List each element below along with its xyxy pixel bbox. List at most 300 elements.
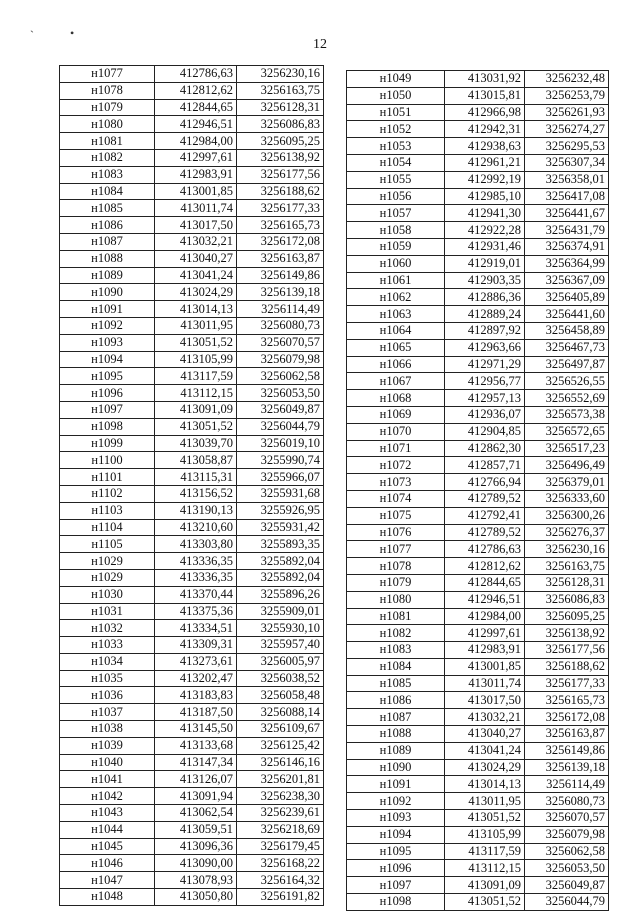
y-coordinate-cell: 3256218,69 [237,821,324,838]
table-row [60,351,324,368]
point-id-cell: н1087 [347,709,445,726]
x-coordinate-cell: 413040,27 [155,250,237,267]
table-row [60,99,324,116]
x-coordinate-cell: 413210,60 [155,519,237,536]
point-id-cell: н1073 [347,474,445,491]
point-id-cell: н1087 [60,233,155,250]
x-coordinate-cell: 412786,63 [155,66,237,83]
table-row [60,737,324,754]
x-coordinate-cell: 413187,50 [155,704,237,721]
point-id-cell: н1034 [60,653,155,670]
point-id-cell: н1032 [60,620,155,637]
point-id-cell: н1038 [60,721,155,738]
y-coordinate-cell: 3256168,22 [237,855,324,872]
x-coordinate-cell: 412844,65 [155,99,237,116]
table-row [60,805,324,822]
x-coordinate-cell: 413032,21 [155,233,237,250]
point-id-cell: н1062 [347,289,445,306]
point-id-cell: н1029 [60,553,155,570]
x-coordinate-cell: 413190,13 [155,502,237,519]
y-coordinate-cell: 3256417,08 [525,188,609,205]
point-id-cell: н1079 [347,574,445,591]
x-coordinate-cell: 413011,74 [155,200,237,217]
point-id-cell: н1081 [347,608,445,625]
y-coordinate-cell: 3255896,26 [237,586,324,603]
table-row [347,726,609,743]
y-coordinate-cell: 3256191,82 [237,889,324,906]
y-coordinate-cell: 3255931,68 [237,485,324,502]
table-row [347,541,609,558]
point-id-cell: н1070 [347,423,445,440]
point-id-cell: н1059 [347,238,445,255]
y-coordinate-cell: 3255892,04 [237,553,324,570]
table-row [60,771,324,788]
point-id-cell: н1085 [60,200,155,217]
x-coordinate-cell: 412946,51 [155,116,237,133]
table-row [60,855,324,872]
table-row [347,810,609,827]
table-row [347,776,609,793]
x-coordinate-cell: 413040,27 [445,726,525,743]
table-row [347,154,609,171]
x-coordinate-cell: 412922,28 [445,222,525,239]
x-coordinate-cell: 412966,98 [445,104,525,121]
x-coordinate-cell: 413273,61 [155,653,237,670]
table-row [60,721,324,738]
point-id-cell: н1105 [60,536,155,553]
point-id-cell: н1051 [347,104,445,121]
x-coordinate-cell: 413051,52 [445,810,525,827]
x-coordinate-cell: 412792,41 [445,507,525,524]
table-row [60,133,324,150]
table-row [60,653,324,670]
x-coordinate-cell: 413031,92 [445,71,525,88]
x-coordinate-cell: 413011,74 [445,675,525,692]
table-row [60,485,324,502]
point-id-cell: н1093 [60,334,155,351]
y-coordinate-cell: 3256146,16 [237,754,324,771]
table-row [60,166,324,183]
point-id-cell: н1095 [60,368,155,385]
y-coordinate-cell: 3256079,98 [525,826,609,843]
point-id-cell: н1093 [347,810,445,827]
table-row [60,536,324,553]
table-row [60,872,324,889]
x-coordinate-cell: 412812,62 [445,558,525,575]
y-coordinate-cell: 3256188,62 [525,658,609,675]
table-row [347,524,609,541]
y-coordinate-cell: 3256163,75 [237,82,324,99]
x-coordinate-cell: 413024,29 [445,759,525,776]
y-coordinate-cell: 3256364,99 [525,255,609,272]
x-coordinate-cell: 412942,31 [445,121,525,138]
point-id-cell: н1060 [347,255,445,272]
x-coordinate-cell: 413375,36 [155,603,237,620]
point-id-cell: н1083 [60,166,155,183]
table-row [347,306,609,323]
y-coordinate-cell: 3256163,87 [237,250,324,267]
table-row [60,317,324,334]
point-id-cell: н1057 [347,205,445,222]
x-coordinate-cell: 412957,13 [445,390,525,407]
y-coordinate-cell: 3256114,49 [525,776,609,793]
table-row [347,894,609,911]
point-id-cell: н1097 [60,401,155,418]
point-id-cell: н1077 [347,541,445,558]
table-row [60,519,324,536]
table-row [347,675,609,692]
x-coordinate-cell: 413014,13 [155,301,237,318]
table-row [60,334,324,351]
table-row [60,66,324,83]
point-id-cell: н1039 [60,737,155,754]
y-coordinate-cell: 3256062,58 [237,368,324,385]
x-coordinate-cell: 413091,09 [445,877,525,894]
table-row [347,507,609,524]
point-id-cell: н1031 [60,603,155,620]
table-row [60,889,324,906]
table-row [347,457,609,474]
point-id-cell: н1035 [60,670,155,687]
y-coordinate-cell: 3256517,23 [525,440,609,457]
x-coordinate-cell: 413105,99 [155,351,237,368]
table-row [60,183,324,200]
table-row [60,200,324,217]
x-coordinate-cell: 412812,62 [155,82,237,99]
point-id-cell: н1091 [60,301,155,318]
y-coordinate-cell: 3255957,40 [237,637,324,654]
table-row [347,121,609,138]
point-id-cell: н1100 [60,452,155,469]
x-coordinate-cell: 413039,70 [155,435,237,452]
table-row [347,272,609,289]
table-row [347,625,609,642]
point-id-cell: н1094 [347,826,445,843]
point-id-cell: н1061 [347,272,445,289]
table-row [60,301,324,318]
y-coordinate-cell: 3256467,73 [525,339,609,356]
y-coordinate-cell: 3256179,45 [237,838,324,855]
x-coordinate-cell: 412963,66 [445,339,525,356]
x-coordinate-cell: 413147,34 [155,754,237,771]
x-coordinate-cell: 413051,52 [445,894,525,911]
table-row [347,322,609,339]
x-coordinate-cell: 413336,35 [155,553,237,570]
x-coordinate-cell: 413059,51 [155,821,237,838]
point-id-cell: н1084 [60,183,155,200]
x-coordinate-cell: 413024,29 [155,284,237,301]
point-id-cell: н1042 [60,788,155,805]
point-id-cell: н1043 [60,805,155,822]
x-coordinate-cell: 412862,30 [445,440,525,457]
x-coordinate-cell: 412984,00 [155,133,237,150]
x-coordinate-cell: 413202,47 [155,670,237,687]
table-row [347,474,609,491]
x-coordinate-cell: 412997,61 [155,149,237,166]
y-coordinate-cell: 3256358,01 [525,171,609,188]
point-id-cell: н1075 [347,507,445,524]
point-id-cell: н1080 [60,116,155,133]
table-row [60,788,324,805]
y-coordinate-cell: 3256149,86 [525,742,609,759]
point-id-cell: н1094 [60,351,155,368]
x-coordinate-cell: 412983,91 [445,642,525,659]
table-row [60,284,324,301]
y-coordinate-cell: 3256239,61 [237,805,324,822]
x-coordinate-cell: 412931,46 [445,238,525,255]
x-coordinate-cell: 413303,80 [155,536,237,553]
x-coordinate-cell: 413112,15 [445,860,525,877]
table-row [347,658,609,675]
point-id-cell: н1098 [60,418,155,435]
point-id-cell: н1065 [347,339,445,356]
y-coordinate-cell: 3256300,26 [525,507,609,524]
x-coordinate-cell: 412985,10 [445,188,525,205]
y-coordinate-cell: 3256232,48 [525,71,609,88]
point-id-cell: н1099 [60,435,155,452]
y-coordinate-cell: 3256573,38 [525,406,609,423]
y-coordinate-cell: 3256163,87 [525,726,609,743]
table-row [347,222,609,239]
y-coordinate-cell: 3255926,95 [237,502,324,519]
y-coordinate-cell: 3256109,67 [237,721,324,738]
y-coordinate-cell: 3256058,48 [237,687,324,704]
table-row [60,469,324,486]
y-coordinate-cell: 3256149,86 [237,267,324,284]
table-row [347,255,609,272]
table-row [60,821,324,838]
point-id-cell: н1089 [347,742,445,759]
x-coordinate-cell: 412938,63 [445,138,525,155]
x-coordinate-cell: 413014,13 [445,776,525,793]
table-row [347,138,609,155]
y-coordinate-cell: 3256572,65 [525,423,609,440]
y-coordinate-cell: 3256367,09 [525,272,609,289]
y-coordinate-cell: 3256139,18 [237,284,324,301]
point-id-cell: н1101 [60,469,155,486]
y-coordinate-cell: 3256128,31 [237,99,324,116]
point-id-cell: н1030 [60,586,155,603]
y-coordinate-cell: 3256201,81 [237,771,324,788]
table-row [347,205,609,222]
x-coordinate-cell: 413336,35 [155,569,237,586]
scan-mark: • [70,26,75,40]
x-coordinate-cell: 413115,31 [155,469,237,486]
x-coordinate-cell: 413117,59 [445,843,525,860]
scan-mark: ` [30,28,34,42]
x-coordinate-cell: 413096,36 [155,838,237,855]
point-id-cell: н1096 [347,860,445,877]
x-coordinate-cell: 412766,94 [445,474,525,491]
table-row [60,670,324,687]
point-id-cell: н1056 [347,188,445,205]
y-coordinate-cell: 3255966,07 [237,469,324,486]
point-id-cell: н1049 [347,71,445,88]
table-row [347,843,609,860]
point-id-cell: н1047 [60,872,155,889]
point-id-cell: н1095 [347,843,445,860]
y-coordinate-cell: 3256165,73 [237,217,324,234]
x-coordinate-cell: 412992,19 [445,171,525,188]
y-coordinate-cell: 3256164,32 [237,872,324,889]
table-row [347,423,609,440]
x-coordinate-cell: 413370,44 [155,586,237,603]
table-row [347,289,609,306]
y-coordinate-cell: 3256049,87 [237,401,324,418]
table-row [347,877,609,894]
point-id-cell: н1050 [347,87,445,104]
y-coordinate-cell: 3255930,10 [237,620,324,637]
point-id-cell: н1090 [60,284,155,301]
y-coordinate-cell: 3256230,16 [525,541,609,558]
x-coordinate-cell: 413078,93 [155,872,237,889]
table-row [347,339,609,356]
x-coordinate-cell: 412984,00 [445,608,525,625]
point-id-cell: н1096 [60,385,155,402]
point-id-cell: н1084 [347,658,445,675]
table-row [60,452,324,469]
table-row [347,440,609,457]
x-coordinate-cell: 413133,68 [155,737,237,754]
point-id-cell: н1071 [347,440,445,457]
y-coordinate-cell: 3255931,42 [237,519,324,536]
table-row [60,838,324,855]
y-coordinate-cell: 3256086,83 [525,591,609,608]
x-coordinate-cell: 413090,00 [155,855,237,872]
table-row [60,82,324,99]
table-row [60,569,324,586]
table-row [60,754,324,771]
table-row [60,620,324,637]
table-row [60,586,324,603]
x-coordinate-cell: 412971,29 [445,356,525,373]
point-id-cell: н1082 [60,149,155,166]
y-coordinate-cell: 3256165,73 [525,692,609,709]
coordinates-table-left [59,65,324,906]
table-row [347,860,609,877]
x-coordinate-cell: 412857,71 [445,457,525,474]
y-coordinate-cell: 3256177,56 [525,642,609,659]
y-coordinate-cell: 3256114,49 [237,301,324,318]
y-coordinate-cell: 3256552,69 [525,390,609,407]
table-row [347,171,609,188]
y-coordinate-cell: 3256276,37 [525,524,609,541]
point-id-cell: н1079 [60,99,155,116]
x-coordinate-cell: 413041,24 [445,742,525,759]
point-id-cell: н1103 [60,502,155,519]
y-coordinate-cell: 3256458,89 [525,322,609,339]
table-row [347,692,609,709]
point-id-cell: н1058 [347,222,445,239]
point-id-cell: н1092 [347,793,445,810]
point-id-cell: н1077 [60,66,155,83]
y-coordinate-cell: 3256128,31 [525,574,609,591]
coordinates-table-right [346,70,609,911]
table-row [60,687,324,704]
point-id-cell: н1044 [60,821,155,838]
table-row [347,238,609,255]
y-coordinate-cell: 3256496,49 [525,457,609,474]
x-coordinate-cell: 413001,85 [445,658,525,675]
table-row [347,188,609,205]
x-coordinate-cell: 413041,24 [155,267,237,284]
y-coordinate-cell: 3256441,60 [525,306,609,323]
x-coordinate-cell: 412983,91 [155,166,237,183]
x-coordinate-cell: 412941,30 [445,205,525,222]
table-row [347,759,609,776]
y-coordinate-cell: 3256163,75 [525,558,609,575]
y-coordinate-cell: 3256086,83 [237,116,324,133]
x-coordinate-cell: 412904,85 [445,423,525,440]
y-coordinate-cell: 3256079,98 [237,351,324,368]
y-coordinate-cell: 3256138,92 [237,149,324,166]
y-coordinate-cell: 3255893,35 [237,536,324,553]
table-row [347,490,609,507]
y-coordinate-cell: 3256005,97 [237,653,324,670]
page-number: 12 [313,37,327,52]
table-row [347,558,609,575]
table-row [347,574,609,591]
x-coordinate-cell: 413062,54 [155,805,237,822]
y-coordinate-cell: 3256070,57 [237,334,324,351]
x-coordinate-cell: 412786,63 [445,541,525,558]
y-coordinate-cell: 3256125,42 [237,737,324,754]
table-row [60,217,324,234]
table-row [347,709,609,726]
x-coordinate-cell: 412789,52 [445,490,525,507]
point-id-cell: н1090 [347,759,445,776]
table-row [60,418,324,435]
x-coordinate-cell: 413091,09 [155,401,237,418]
table-row [60,116,324,133]
point-id-cell: н1089 [60,267,155,284]
x-coordinate-cell: 412889,24 [445,306,525,323]
y-coordinate-cell: 3256177,56 [237,166,324,183]
table-row [60,385,324,402]
y-coordinate-cell: 3256177,33 [237,200,324,217]
point-id-cell: н1040 [60,754,155,771]
y-coordinate-cell: 3256053,50 [237,385,324,402]
point-id-cell: н1088 [60,250,155,267]
y-coordinate-cell: 3256044,79 [525,894,609,911]
table-row [60,553,324,570]
table-row [60,401,324,418]
point-id-cell: н1086 [60,217,155,234]
y-coordinate-cell: 3256238,30 [237,788,324,805]
y-coordinate-cell: 3256038,52 [237,670,324,687]
point-id-cell: н1097 [347,877,445,894]
y-coordinate-cell: 3256062,58 [525,843,609,860]
x-coordinate-cell: 413091,94 [155,788,237,805]
point-id-cell: н1083 [347,642,445,659]
x-coordinate-cell: 412997,61 [445,625,525,642]
y-coordinate-cell: 3256295,53 [525,138,609,155]
y-coordinate-cell: 3255909,01 [237,603,324,620]
y-coordinate-cell: 3256379,01 [525,474,609,491]
x-coordinate-cell: 413011,95 [155,317,237,334]
point-id-cell: н1033 [60,637,155,654]
point-id-cell: н1078 [60,82,155,99]
point-id-cell: н1082 [347,625,445,642]
y-coordinate-cell: 3256044,79 [237,418,324,435]
point-id-cell: н1085 [347,675,445,692]
point-id-cell: н1078 [347,558,445,575]
point-id-cell: н1037 [60,704,155,721]
x-coordinate-cell: 413145,50 [155,721,237,738]
x-coordinate-cell: 412961,21 [445,154,525,171]
table-row [60,435,324,452]
x-coordinate-cell: 412946,51 [445,591,525,608]
